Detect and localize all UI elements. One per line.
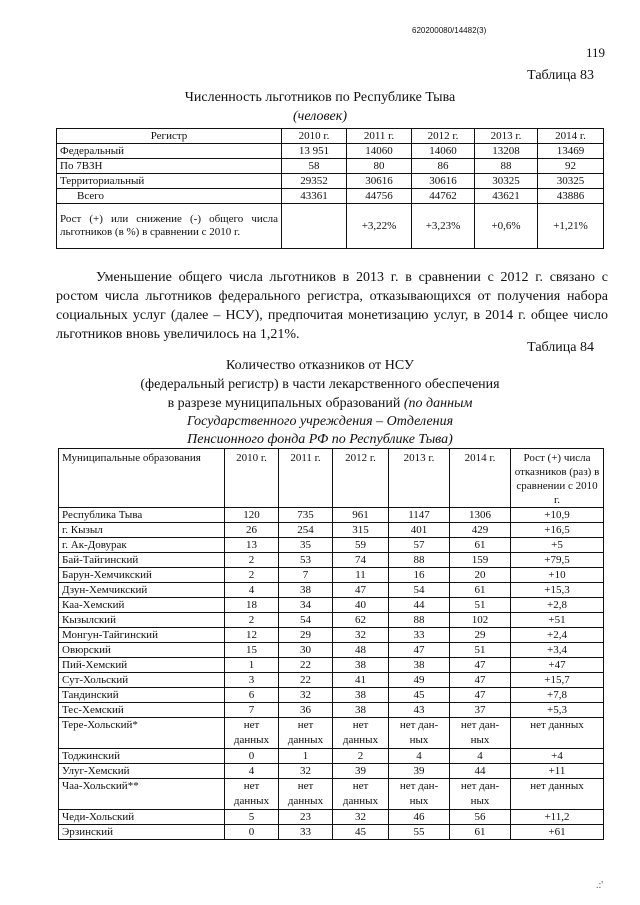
table83-cell: 80 [347, 159, 412, 174]
table84-cell: 11 [333, 568, 389, 583]
table84-cell: 47 [333, 583, 389, 598]
table83-growth-cell: +3,22% [347, 204, 412, 249]
table84-cell: 74 [333, 553, 389, 568]
table83 [56, 128, 604, 249]
table84-cell: нет дан-ных [389, 779, 450, 810]
table84-cell: 43 [389, 703, 450, 718]
table84-cell: 15 [225, 643, 279, 658]
table84-cell: +5 [511, 538, 604, 553]
table84-cell: нет данных [333, 718, 389, 749]
table84-cell: 22 [279, 658, 333, 673]
table84-title-line-5: Пенсионного фонда РФ по Республике Тыва) [187, 432, 453, 447]
table84-cell: 4 [225, 583, 279, 598]
table83-cell: 88 [475, 159, 538, 174]
table83-header-year: 2012 г. [412, 129, 475, 144]
table84-cell: 20 [450, 568, 511, 583]
table84-row-label: Барун-Хемчикский [59, 568, 225, 583]
table84-cell: нет данных [225, 718, 279, 749]
document-code: 620200080/14482(3) [412, 26, 487, 35]
table84-row-label: Улуг-Хемский [59, 764, 225, 779]
table84-cell: 2 [225, 613, 279, 628]
table84-cell: +61 [511, 825, 604, 840]
table84-cell: 54 [279, 613, 333, 628]
table84-cell: нет данных [225, 779, 279, 810]
table84-row [59, 703, 604, 718]
table84-row [59, 568, 604, 583]
table84-cell: нет данных [279, 718, 333, 749]
table84-cell: 0 [225, 825, 279, 840]
page-scan-mark: .:' [596, 880, 604, 891]
table83-title: Численность льготников по Республике Тыва [184, 90, 456, 105]
table84-cell: 4 [225, 764, 279, 779]
table84-cell: 44 [389, 598, 450, 613]
table84-row [59, 764, 604, 779]
table84-cell: 7 [279, 568, 333, 583]
table84-cell: 41 [333, 673, 389, 688]
table84-cell: 159 [450, 553, 511, 568]
table84-cell: 88 [389, 553, 450, 568]
table84-row [59, 583, 604, 598]
table84-row-label: Чаа-Хольский** [59, 779, 225, 810]
table84-row-label: Чеди-Хольский [59, 810, 225, 825]
table84-cell: 47 [450, 688, 511, 703]
table83-cell: 43361 [282, 189, 347, 204]
table84-header-cell: 2012 г. [333, 449, 389, 508]
table84-cell: 5 [225, 810, 279, 825]
table84-cell: 47 [450, 673, 511, 688]
table84-cell: 1306 [450, 508, 511, 523]
table84-cell: 23 [279, 810, 333, 825]
table84-row-label: г. Кызыл [59, 523, 225, 538]
table84-header-row [59, 449, 604, 508]
table83-cell: 43621 [475, 189, 538, 204]
table84-row-label: Эрзинский [59, 825, 225, 840]
table84-cell: 38 [389, 658, 450, 673]
table84-cell: 51 [450, 643, 511, 658]
table84-cell: 6 [225, 688, 279, 703]
table83-growth-row [57, 204, 604, 249]
table83-row-label: Федеральный [57, 144, 282, 159]
table84-cell: 429 [450, 523, 511, 538]
table84-row-label: Кызылский [59, 613, 225, 628]
table84-row-label: Пий-Хемский [59, 658, 225, 673]
table84-row-label: Каа-Хемский [59, 598, 225, 613]
table84-row-label: Бай-Тайгинский [59, 553, 225, 568]
table84-cell: 32 [279, 764, 333, 779]
table84-cell: 26 [225, 523, 279, 538]
table84-cell: 1 [225, 658, 279, 673]
table83-cell: 13208 [475, 144, 538, 159]
table84-cell: нет данных [279, 779, 333, 810]
table84-cell: 315 [333, 523, 389, 538]
table83-cell: 13 951 [282, 144, 347, 159]
table84-cell: 39 [333, 764, 389, 779]
table84-cell: +79,5 [511, 553, 604, 568]
table84-row [59, 673, 604, 688]
table84-cell: 48 [333, 643, 389, 658]
table84-cell: 2 [225, 568, 279, 583]
table84-row [59, 643, 604, 658]
table84-cell: +16,5 [511, 523, 604, 538]
table84-cell: 49 [389, 673, 450, 688]
table83-header-year: 2011 г. [347, 129, 412, 144]
table83-cell: 14060 [347, 144, 412, 159]
table84-cell: 3 [225, 673, 279, 688]
table84-cell: 961 [333, 508, 389, 523]
table84-cell: 61 [450, 538, 511, 553]
table83-row-label: Всего [57, 189, 282, 204]
table84-cell: 30 [279, 643, 333, 658]
table84-title-line-4: Государственного учреждения – Отделения [186, 414, 454, 429]
table83-growth-cell: +1,21% [538, 204, 604, 249]
table84-caption: Таблица 84 [527, 340, 594, 355]
table83-row [57, 144, 604, 159]
table84-row [59, 598, 604, 613]
table84-row [59, 613, 604, 628]
table84-title-line-2: (федеральный регистр) в части лекарственного обеспечения [140, 377, 500, 392]
table84-cell: 32 [333, 810, 389, 825]
table83-cell: 30325 [475, 174, 538, 189]
table83-growth-cell: +0,6% [475, 204, 538, 249]
table83-cell: 30325 [538, 174, 604, 189]
table83-growth-cell [282, 204, 347, 249]
table84-cell: 32 [279, 688, 333, 703]
table84-row [59, 553, 604, 568]
table84-cell: 2 [333, 749, 389, 764]
table84-title-line-3: в разрезе муниципальных образований (по данным [167, 396, 473, 411]
table84-cell: +47 [511, 658, 604, 673]
table84-row [59, 749, 604, 764]
table84-cell: 254 [279, 523, 333, 538]
table84-cell: 102 [450, 613, 511, 628]
table84-cell: 37 [450, 703, 511, 718]
table84-cell: 59 [333, 538, 389, 553]
table84-header-cell: 2013 г. [389, 449, 450, 508]
table83-growth-label: Рост (+) или снижение (-) общего числа льготников (в %) в сравнении с 2010 г. [57, 204, 282, 249]
table84-row-label: Тес-Хемский [59, 703, 225, 718]
table83-cell: 92 [538, 159, 604, 174]
table84-cell: 36 [279, 703, 333, 718]
table83-cell: 44762 [412, 189, 475, 204]
table84-row-label: г. Ак-Довурак [59, 538, 225, 553]
table84-row [59, 810, 604, 825]
table84-row [59, 628, 604, 643]
table84-cell: +2,4 [511, 628, 604, 643]
table84-cell: 29 [450, 628, 511, 643]
table84-cell: 44 [450, 764, 511, 779]
table83-row [57, 189, 604, 204]
table83-header-registry: Регистр [57, 129, 282, 144]
table84-cell: 61 [450, 583, 511, 598]
table84-cell: 29 [279, 628, 333, 643]
table84-cell: +7,8 [511, 688, 604, 703]
table83-header-year: 2014 г. [538, 129, 604, 144]
table84-cell: 33 [389, 628, 450, 643]
table84-cell: 88 [389, 613, 450, 628]
table84-cell: 401 [389, 523, 450, 538]
table84-cell: +11,2 [511, 810, 604, 825]
table83-cell: 86 [412, 159, 475, 174]
table84-cell: 120 [225, 508, 279, 523]
table83-row-label: Территориальный [57, 174, 282, 189]
table84-cell: 13 [225, 538, 279, 553]
table84-cell: 12 [225, 628, 279, 643]
table83-subtitle: (человек) [293, 109, 347, 124]
table83-header-year: 2010 г. [282, 129, 347, 144]
table83-caption: Таблица 83 [527, 68, 594, 83]
table84-row-label: Республика Тыва [59, 508, 225, 523]
table83-header-row [57, 129, 604, 144]
table84-cell: нет дан-ных [450, 779, 511, 810]
table83-row [57, 159, 604, 174]
table84-cell: 47 [450, 658, 511, 673]
table84-cell: 16 [389, 568, 450, 583]
table84-cell: 39 [389, 764, 450, 779]
table84-cell: 55 [389, 825, 450, 840]
table84-cell: 45 [389, 688, 450, 703]
table84-cell: 32 [333, 628, 389, 643]
table84-cell: 18 [225, 598, 279, 613]
table84-cell: 53 [279, 553, 333, 568]
table84-cell: +15,7 [511, 673, 604, 688]
table84-cell: 35 [279, 538, 333, 553]
table84-cell: нет данных [333, 779, 389, 810]
table84-row-label: Монгун-Тайгинский [59, 628, 225, 643]
table84 [58, 448, 604, 840]
table84-cell: 22 [279, 673, 333, 688]
table83-cell: 30616 [347, 174, 412, 189]
table84-cell: 4 [450, 749, 511, 764]
table84-cell: 46 [389, 810, 450, 825]
paragraph-body: Уменьшение общего числа льготников в 2013 г. в сравнении с 2012 г. связано с ростом числа льготников федерального регистра, отказывающихся от получения набора социальных услуг (далее – НСУ), предпочитая монетизацию услуг, в 2014 г. общее число льготников вновь увеличилось на 1,21%. [56, 270, 608, 342]
table84-cell: 38 [333, 688, 389, 703]
table84-cell: нет дан-ных [389, 718, 450, 749]
table84-row [59, 688, 604, 703]
table84-cell: 34 [279, 598, 333, 613]
table83-cell: 13469 [538, 144, 604, 159]
table84-cell: 1147 [389, 508, 450, 523]
table84-row [59, 538, 604, 553]
table84-cell: нет дан-ных [450, 718, 511, 749]
table84-cell: +4 [511, 749, 604, 764]
table83-cell: 43886 [538, 189, 604, 204]
table84-header-cell: 2014 г. [450, 449, 511, 508]
table83-row-label: По 7ВЗН [57, 159, 282, 174]
table84-row-label: Дзун-Хемчикский [59, 583, 225, 598]
table84-cell: +2,8 [511, 598, 604, 613]
table83-cell: 44756 [347, 189, 412, 204]
table84-cell: +51 [511, 613, 604, 628]
table84-cell: 54 [389, 583, 450, 598]
table84-row-label: Тоджинский [59, 749, 225, 764]
table84-cell: +15,3 [511, 583, 604, 598]
table84-row-label: Овюрский [59, 643, 225, 658]
table84-row [59, 825, 604, 840]
table83-cell: 58 [282, 159, 347, 174]
table84-header-cell: Муниципальные образования [59, 449, 225, 508]
table84-cell: 40 [333, 598, 389, 613]
table84-cell: 4 [389, 749, 450, 764]
table84-cell: +3,4 [511, 643, 604, 658]
table84-cell: 51 [450, 598, 511, 613]
table84-row [59, 718, 604, 749]
table84-header-cell: 2010 г. [225, 449, 279, 508]
table84-row [59, 658, 604, 673]
table84-cell: 1 [279, 749, 333, 764]
table84-title-line-1: Количество отказников от НСУ [226, 358, 414, 373]
table84-cell: 38 [279, 583, 333, 598]
table84-row-label: Тере-Хольский* [59, 718, 225, 749]
table83-row [57, 174, 604, 189]
table84-cell: 56 [450, 810, 511, 825]
table84-header-cell: Рост (+) числа отказников (раз) в сравнении с 2010 г. [511, 449, 604, 508]
table84-cell: нет данных [511, 779, 604, 810]
table84-row [59, 779, 604, 810]
table84-row [59, 523, 604, 538]
table84-cell: 33 [279, 825, 333, 840]
table84-cell: 38 [333, 658, 389, 673]
table84-cell: 7 [225, 703, 279, 718]
table84-cell: +5,3 [511, 703, 604, 718]
table84-header-cell: 2011 г. [279, 449, 333, 508]
table84-cell: 2 [225, 553, 279, 568]
table83-cell: 14060 [412, 144, 475, 159]
table83-cell: 29352 [282, 174, 347, 189]
table84-cell: 0 [225, 749, 279, 764]
table84-cell: 47 [389, 643, 450, 658]
table83-header-year: 2013 г. [475, 129, 538, 144]
table84-row-label: Тандинский [59, 688, 225, 703]
table84-cell: 57 [389, 538, 450, 553]
table83-growth-cell: +3,23% [412, 204, 475, 249]
page-number: 119 [586, 45, 606, 60]
table84-cell: 61 [450, 825, 511, 840]
table83-cell: 30616 [412, 174, 475, 189]
table84-cell: 38 [333, 703, 389, 718]
table84-cell: 735 [279, 508, 333, 523]
table84-row [59, 508, 604, 523]
table84-cell: 45 [333, 825, 389, 840]
table84-cell: нет данных [511, 718, 604, 749]
table84-row-label: Сут-Хольский [59, 673, 225, 688]
table84-cell: +11 [511, 764, 604, 779]
table84-cell: +10 [511, 568, 604, 583]
table84-cell: 62 [333, 613, 389, 628]
table84-cell: +10,9 [511, 508, 604, 523]
